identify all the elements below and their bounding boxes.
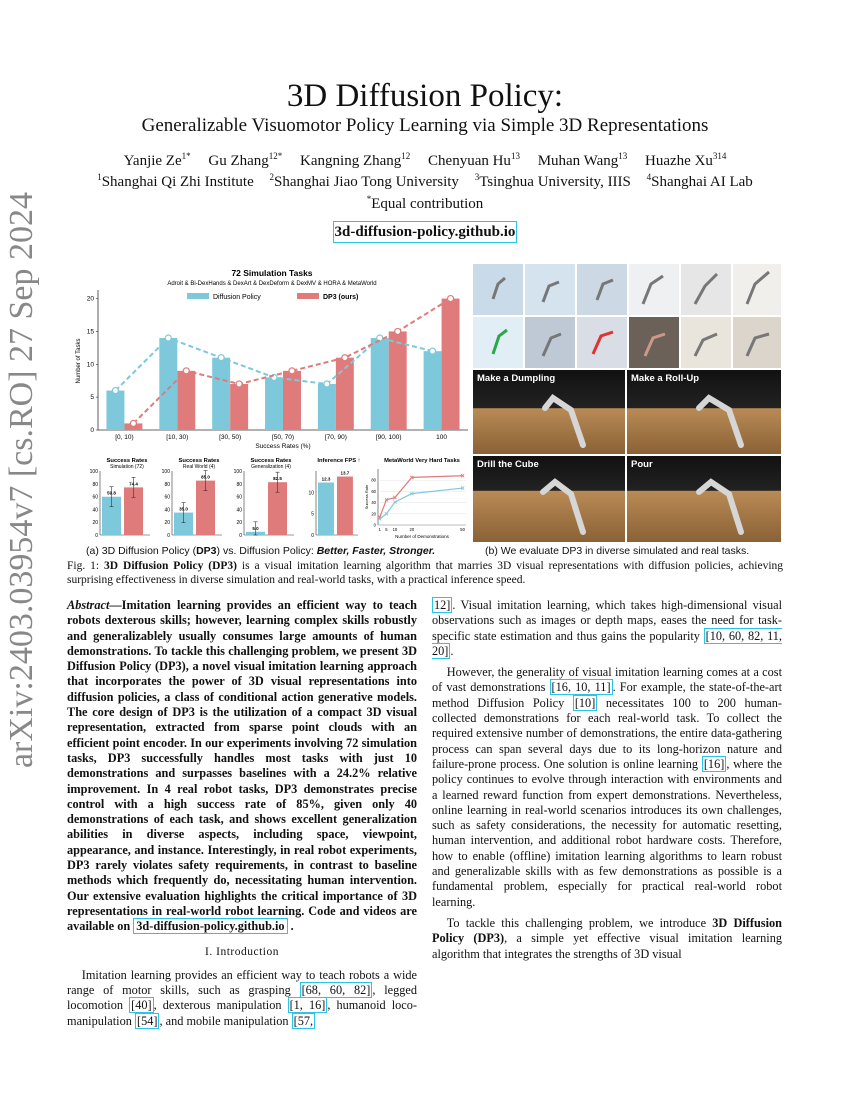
- citation[interactable]: [68, 60, 82]: [301, 983, 371, 998]
- y-tick-label: 40: [164, 507, 170, 514]
- y-tick-label: 100: [89, 469, 98, 475]
- subfigure-a-caption: (a) 3D Diffusion Policy (DP3) vs. Diffusion Policy: Better, Faster, Stronger.: [86, 545, 436, 557]
- abstract: Abstract—Imitation learning provides an efficient way to teach robots dexterous skills; however, learning complex skills robustly and generalizablely usually consumes large amounts of human demonstrations. To tackle this challenging problem, we present 3D Diffusion Policy (DP3), a novel visual imitation learning approach that incorporates the power of 3D visual representations into diffusion policies, a class of conditional action generative models. The core design of DP3 is the utilization of a compact 3D visual representation, extracted from sparse point clouds with an efficient point encoder. In our experiments involving 72 simulation tasks, DP3 successfully handles most tasks with just 10 demonstrations and surpasses baselines with a 24.2% relative improvement. In 4 real robot tasks, DP3 demonstrates precise control with a high success rate of 85%, given only 40 demonstrations of each task, and shows excellent generalization abilities in diverse aspects, including space, viewpoint, appearance, and instance. Interestingly, in real robot experiments, DP3 rarely violates safety requirements, in contrast to baseline methods which frequently do, necessitating human intervention. Our extensive evaluation highlights the critical importance of 3D representations in real-world robot learning. Code and videos are available on 3d-diffusion-policy.github.io .: [67, 598, 417, 934]
- bar: [371, 338, 389, 430]
- author: Chenyuan Hu$^{13}$: [428, 151, 520, 169]
- bar: [442, 299, 460, 430]
- author: Kangning Zhang$^{12}$: [300, 151, 411, 169]
- x-tick-label: [10, 30): [166, 434, 189, 441]
- y-tick-label: 60: [371, 488, 376, 494]
- y-tick-label: 100: [161, 469, 170, 475]
- y-tick-label: 20: [371, 511, 376, 517]
- figure-1-caption: Fig. 1: 3D Diffusion Policy (DP3) is a visual imitation learning algorithm that marries 3D visual representations with diffusion policies, achieving surprising effectiveness in diverse simulation and real-world tasks, with a practical inference speed.: [67, 560, 784, 586]
- y-tick-label: 80: [164, 481, 170, 488]
- y-tick-label: 40: [92, 507, 98, 514]
- chart-title: Success Rates: [178, 458, 220, 464]
- y-tick-label: 40: [236, 507, 242, 514]
- bar: [318, 384, 336, 430]
- photo-label: Make a Dumpling: [477, 373, 556, 384]
- trend-point: [165, 335, 171, 341]
- trend-point: [183, 368, 189, 374]
- y-tick-label: 0: [95, 533, 98, 539]
- trend-point: [377, 335, 383, 341]
- affiliation: $^3$Tsinghua University, IIIS: [474, 172, 631, 190]
- series-line: [380, 476, 463, 517]
- y-tick-label: 20: [92, 520, 98, 527]
- chart-title: Success Rates: [250, 458, 292, 464]
- bar: [106, 391, 124, 430]
- left-column: [67, 598, 417, 1035]
- legend-label: Diffusion Policy: [213, 294, 261, 301]
- y-tick-label: 60: [164, 494, 170, 501]
- data-label: 13.7: [340, 470, 350, 476]
- bar: [389, 331, 407, 430]
- y-tick-label: 0: [90, 427, 94, 434]
- paper-subtitle: Generalizable Visuomotor Policy Learning via Simple 3D Representations: [141, 115, 709, 136]
- series-line: [380, 488, 463, 519]
- x-tick-label: 5: [385, 527, 388, 532]
- data-label: 12.3: [321, 476, 331, 482]
- trend-point: [395, 328, 401, 334]
- y-tick-label: 60: [92, 494, 98, 501]
- y-tick-label: 20: [236, 520, 242, 527]
- chart-inference-fps: [298, 455, 362, 545]
- citation[interactable]: [16, 10, 11]: [551, 680, 611, 695]
- bar: [318, 483, 334, 535]
- y-tick-label: 100: [233, 469, 242, 475]
- y-tick-label: 20: [164, 520, 170, 527]
- y-tick-label: 15: [86, 328, 94, 336]
- chart-72-simulation-tasks: [72, 262, 472, 452]
- x-axis-label: Success Rates (%): [255, 443, 311, 450]
- chart-subtitle: Adroit & Bi-DexHands & DexArt & DexDeform & DexMV & HORA & MetaWorld: [167, 281, 377, 287]
- y-tick-label: 10: [86, 361, 94, 369]
- x-tick-label: 50: [460, 527, 465, 532]
- affiliation: $^1$Shanghai Qi Zhi Institute: [97, 172, 254, 190]
- y-tick-label: 0: [373, 522, 376, 528]
- citation[interactable]: [57,: [293, 1013, 314, 1028]
- y-tick-label: 60: [236, 494, 242, 501]
- arxiv-id: arXiv:2403.03954v7 [cs.RO] 27 Sep 2024: [3, 191, 40, 769]
- x-tick-label: [30, 50): [219, 434, 242, 441]
- citation[interactable]: [10, 60, 82, 11, 20]: [432, 628, 782, 658]
- x-tick-label: 10: [392, 527, 398, 532]
- affiliation-list: [0, 172, 850, 191]
- x-tick-label: [70, 90): [324, 434, 347, 441]
- right-column: [432, 598, 782, 968]
- intro-paragraph-1: Imitation learning provides an efficient way to teach robots a wide range of motor skills, such as grasping [68, 60, 82] , legged locomotion [40] , dexterous manipulation [1, 16] , humanoid loco-manipulation [54] , and mobile manipulation [57,: [67, 967, 417, 1028]
- project-link[interactable]: 3d-diffusion-policy.github.io: [333, 221, 517, 243]
- abstract-project-link[interactable]: 3d-diffusion-policy.github.io: [133, 918, 287, 934]
- subfigure-b-caption: (b) We evaluate DP3 in diverse simulated and real tasks.: [485, 545, 750, 557]
- trend-point: [218, 355, 224, 361]
- affiliation: $^2$Shanghai Jiao Tong University: [269, 172, 459, 190]
- bar: [265, 377, 283, 430]
- chart-title: 72 Simulation Tasks: [231, 268, 313, 278]
- author-list: [0, 151, 850, 170]
- chart-title: MetaWorld Very Hard Tasks: [384, 458, 460, 464]
- photo-label: Pour: [631, 459, 653, 470]
- trend-point: [289, 368, 295, 374]
- trend-point: [448, 296, 454, 302]
- photo-label: Make a Roll-Up: [631, 373, 700, 384]
- chart-title: Inference FPS ↑: [317, 458, 361, 464]
- y-tick-label: 80: [236, 481, 242, 488]
- y-tick-label: 5: [90, 394, 94, 402]
- citation[interactable]: [54]: [136, 1013, 158, 1028]
- citation[interactable]: [10]: [574, 695, 596, 710]
- affiliation: $^4$Shanghai AI Lab: [646, 172, 753, 190]
- data-label: 85.0: [201, 474, 210, 480]
- x-tick-label: [0, 10): [115, 434, 134, 441]
- intro-paragraph-3: To tackle this challenging problem, we introduce 3D Diffusion Policy (DP3), a simple yet effective visual imitation learning algorithm that integrates the strengths of 3D visual: [432, 915, 782, 961]
- x-tick-label: [90, 100): [375, 434, 402, 441]
- legend-swatch: [297, 293, 319, 299]
- data-label: 59.8: [107, 490, 116, 496]
- arxiv-sidebar: [2, 191, 42, 769]
- bar: [212, 358, 230, 430]
- bar: [424, 351, 442, 430]
- x-tick-label: 100: [436, 434, 448, 441]
- y-tick-label: 80: [92, 481, 98, 488]
- equal-contribution-note: *Equal contribution: [366, 194, 484, 212]
- data-label: 35.0: [179, 506, 188, 512]
- y-axis-label: Success Rate: [364, 484, 369, 510]
- x-tick-label: [50, 70): [271, 434, 295, 441]
- x-axis-label: Number of Demonstrations: [395, 534, 449, 539]
- y-tick-label: 80: [371, 477, 376, 483]
- author: Muhan Wang$^{13}$: [537, 151, 628, 169]
- chart-title: Success Rates: [106, 458, 148, 464]
- robot-arm-overlay: [473, 370, 781, 542]
- y-tick-label: 5: [311, 511, 314, 518]
- trend-point: [430, 348, 436, 354]
- y-tick-label: 0: [239, 533, 242, 539]
- data-label: 5.0: [252, 525, 259, 531]
- x-tick-label: 20: [409, 527, 415, 532]
- author: Yanjie $Ze^{1*}$: [123, 151, 191, 169]
- y-axis-label: Number of Tasks: [76, 338, 82, 384]
- bar: [337, 477, 353, 535]
- chart-metaworld-very-hard: [364, 455, 472, 545]
- trend-point: [324, 381, 330, 387]
- simulated-tasks-grid: [473, 264, 781, 368]
- intro-paragraph-2: However, the generality of visual imitation learning comes at a cost of vast demonstrations [16, 10, 11] . For example, the state-of-the-art method Diffusion Policy [10] necessitates 100 to 200 human-collected demonstrations for each real-world task. To collect the required extensive number of demonstrations, the entire data-gathering process can span several days due to its long-horizon nature and failure-prone process. One solution is online learning [16] , where the policy continues to evolve through interaction with environments and a learned reward function from expert demonstrations. Nevertheless, online learning in real-world scenarios introduces its own challenges, such as safety considerations, the necessity for automatic resetting, human intervention, and additional robot hardware costs. Therefore, how to enable (offline) imitation learning algorithms to learn robust and generalizable skills with as few demonstrations as possible is a fundamental problem, especially for practical real-world robot learning.: [432, 665, 783, 909]
- y-tick-label: 0: [311, 533, 314, 539]
- data-label: 74.4: [129, 481, 138, 487]
- trend-point: [130, 420, 136, 426]
- chart-success-generalization: [226, 455, 298, 545]
- trend-point: [236, 381, 242, 387]
- legend-swatch: [187, 293, 209, 299]
- citation[interactable]: [16]: [703, 756, 725, 771]
- author: Gu Zhang$^{12*}$: [208, 151, 283, 169]
- data-label: 82.5: [273, 476, 282, 482]
- author: Huazhe Xu$^{314}$: [645, 151, 727, 169]
- x-tick-label: 1: [378, 527, 381, 532]
- photo-label: Drill the Cube: [477, 459, 539, 470]
- citation[interactable]: [40]: [131, 998, 152, 1013]
- chart-subtitle: Generalization (4): [251, 464, 291, 470]
- y-tick-label: 0: [167, 533, 170, 539]
- chart-success-real-world: [154, 455, 226, 545]
- trend-point: [112, 388, 118, 394]
- y-tick-label: 20: [86, 295, 94, 303]
- chart-success-simulation: [82, 455, 154, 545]
- chart-subtitle: Simulation (72): [110, 464, 144, 470]
- chart-subtitle: Real World (4): [182, 464, 216, 470]
- bar: [177, 371, 195, 430]
- section-heading: I. Introduction: [205, 945, 279, 958]
- paper-title: 3D Diffusion Policy:: [286, 78, 564, 114]
- y-tick-label: 10: [308, 490, 314, 497]
- bar: [159, 338, 177, 430]
- bar: [230, 384, 248, 430]
- citation[interactable]: [1, 16]: [289, 998, 326, 1013]
- trend-point: [342, 355, 348, 361]
- legend-label: DP3 (ours): [323, 294, 359, 301]
- citation[interactable]: 12]: [434, 598, 451, 612]
- y-tick-label: 40: [371, 500, 376, 506]
- intro-paragraph-1-cont: 12] . Visual imitation learning, which takes high-dimensional visual observations such as images or depth maps, eases the need for task-specific state estimation and thus gains the popularity [10, 60, 82, 11, 20] .: [432, 598, 782, 658]
